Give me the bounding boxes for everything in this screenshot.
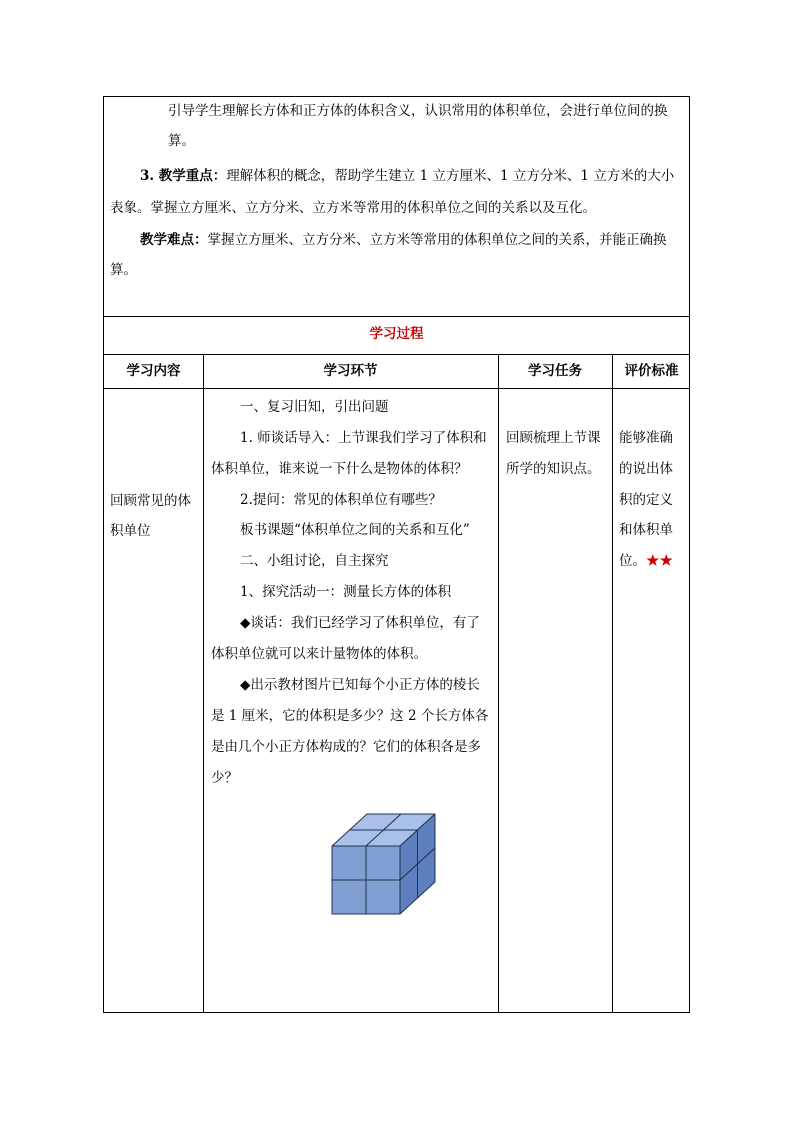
cube-front-face: [366, 846, 400, 880]
difficulty-text: 掌握立方厘米、立方分米、立方米等常用的体积单位之间的关系，并能正确换: [207, 232, 667, 248]
key-points: [140, 166, 674, 186]
content-line2: 积单位: [110, 523, 151, 539]
eval-line: 位。: [619, 553, 646, 569]
eval-line-last: [619, 551, 673, 571]
step-line: 是由几个小正方体构成的？它们的体积各是多: [211, 739, 481, 755]
rating-stars-icon: ★★: [646, 553, 673, 569]
divider: [104, 354, 689, 355]
divider: [104, 388, 689, 389]
eval-line: 和体积单: [619, 522, 673, 538]
step-line: ◆出示教材图片已知每个小正方体的棱长: [240, 677, 480, 693]
process-title: 学习过程: [369, 326, 424, 342]
cube-front-face: [332, 880, 366, 914]
header-steps: 学习环节: [323, 363, 378, 379]
goal-text-line2: 算。: [168, 133, 195, 149]
key-points-text: 理解体积的概念，帮助学生建立 1 立方厘米、1 立方分米、1 立方米的大小: [226, 168, 675, 184]
step-line: 体积单位，谁来说一下什么是物体的体积？: [211, 461, 468, 477]
goal-text-line1: 引导学生理解长方体和正方体的体积含义，认识常用的体积单位，会进行单位间的换: [168, 103, 668, 119]
step-line: 二、小组讨论，自主探究: [240, 553, 389, 569]
divider: [104, 316, 689, 317]
eval-line: 积的定义: [619, 492, 673, 508]
header-task: 学习任务: [528, 363, 582, 379]
key-points-line2: 表象。掌握立方厘米、立方分米、立方米等常用的体积单位之间的关系以及互化。: [110, 200, 596, 216]
lesson-table: [103, 96, 690, 1013]
header-content: 学习内容: [126, 363, 181, 379]
eval-line: 的说出体: [619, 461, 673, 477]
divider: [203, 354, 204, 1012]
cube-illustration: [330, 813, 442, 927]
step-line: 一、复习旧知，引出问题: [240, 399, 389, 415]
step-line: 板书课题“体积单位之间的关系和互化”: [240, 522, 470, 538]
difficulty: [140, 230, 667, 250]
cube-front-face: [366, 880, 400, 914]
difficulty-line2: 算。: [110, 262, 137, 278]
step-line: ◆谈话：我们已经学习了体积单位，有了: [240, 615, 480, 631]
step-line: 1. 师谈话导入：上节课我们学习了体积和: [240, 430, 487, 446]
divider: [498, 354, 499, 1012]
step-line: 2.提问：常见的体积单位有哪些？: [240, 492, 442, 508]
divider: [612, 354, 613, 1012]
step-line: 体积单位就可以来计量物体的体积。: [211, 646, 427, 662]
step-line: 少？: [211, 770, 238, 786]
header-evaluation: 评价标准: [624, 363, 679, 379]
content-line1: 回顾常见的体: [110, 493, 191, 509]
cube-front-face: [332, 846, 366, 880]
eval-line: 能够准确: [619, 430, 673, 446]
step-line: 1、探究活动一：测量长方体的体积: [240, 584, 452, 600]
step-line: 是 1 厘米，它的体积是多少？这 2 个长方体各: [211, 708, 489, 724]
task-line1: 回顾梳理上节课: [506, 430, 601, 446]
difficulty-label: 教学难点：: [140, 232, 208, 248]
task-line2: 所学的知识点。: [506, 461, 601, 477]
key-points-label: 3. 教学重点：: [140, 168, 227, 184]
